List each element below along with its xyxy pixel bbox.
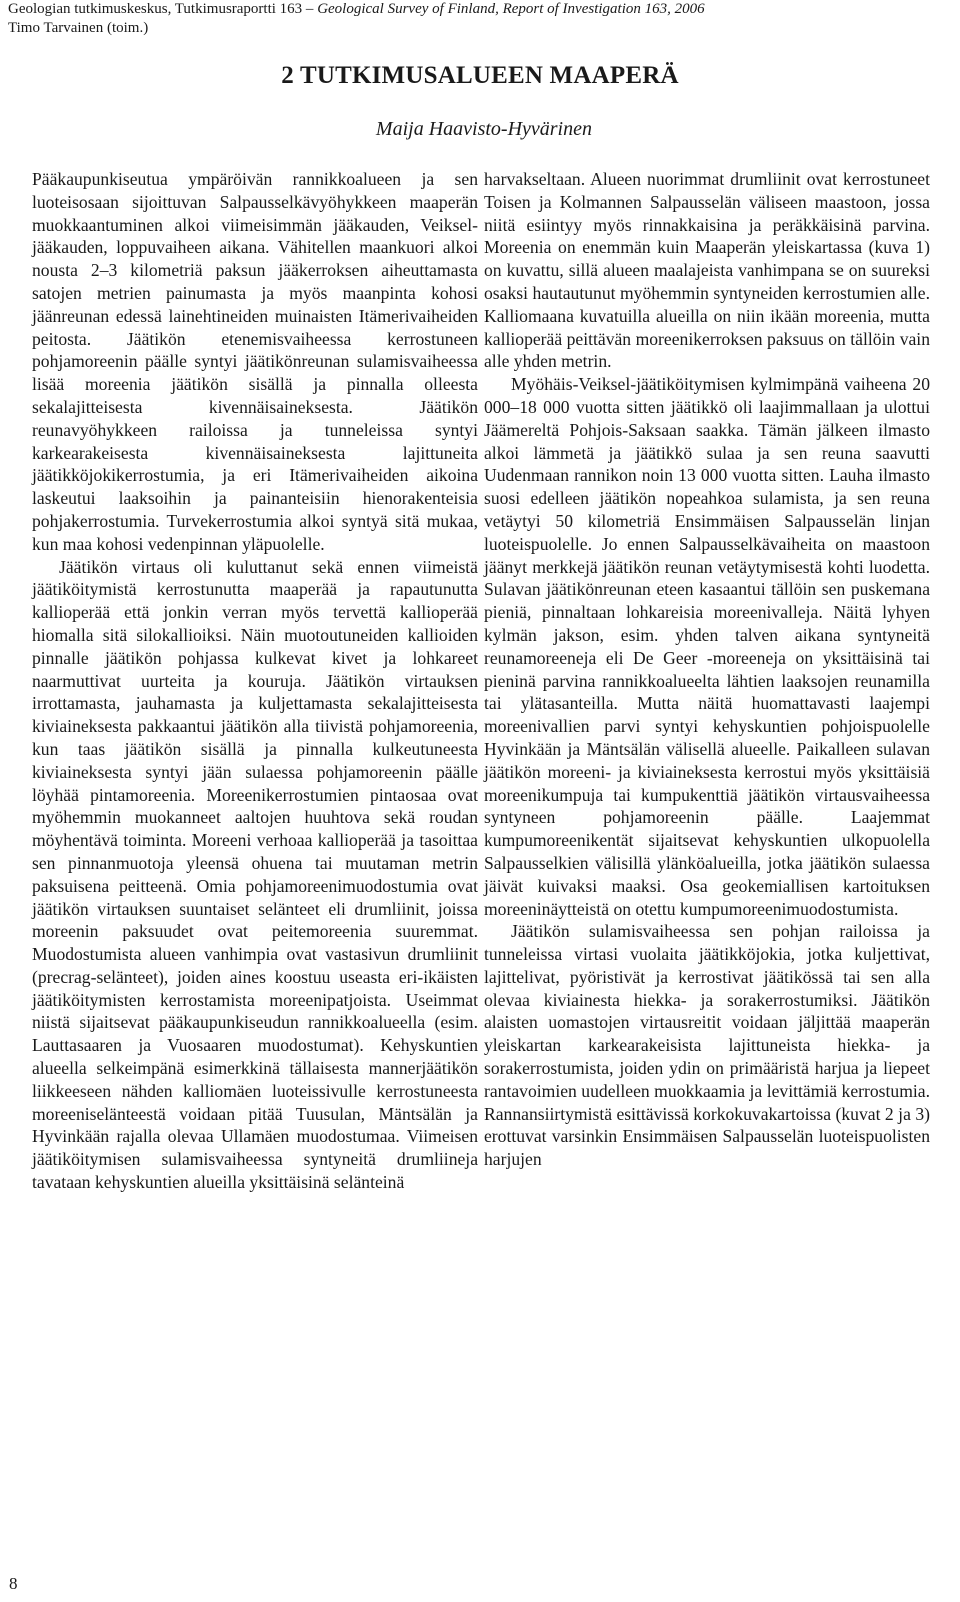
publisher-en: Geological Survey of Finland, Report of Investigation 163, 2006 [317,1,705,17]
publisher-fi: Geologian tutkimuskeskus, Tutkimusraportti 163 – [8,1,314,17]
right-paragraph-1: harvakseltaan. Alueen nuorimmat drumliinit ovat kerrostuneet Toisen ja Kolmannen Salpausselän väliseen maastoon, jossa niitä esiintyy myös rinnakkaisina ja peräkkäisinä parvina. Moreenia on enemmän kuin Maaperän yleiskartassa (kuva 1) on kuvattu, sillä alueen maalajeista vanhimpana se on suureksi osaksi hautautunut myöhemmin syntyneiden kerrostumien alle. Kalliomaana kuvatuilla alueilla on niin ikään moreenia, mutta kallioperää peittävän moreenikerroksen paksuus on tällöin vain alle yhden metrin. [484,169,930,372]
left-column [32,168,478,1194]
left-paragraph-1: Pääkaupunkiseutua ympäröivän rannikkoalueen ja sen luoteisosaan sijoittuvan Salpausselkävyöhykkeen maaperän muokkaantuminen alkoi viimeisimmän jääkauden, Veiksel-jääkauden, loppuvaiheen aikana. Vähitellen maankuori alkoi nousta 2–3 kilometriä paksun jääkerroksen aiheuttamasta satojen metrien painumasta ja myös maanpinta kohosi jäänreunan edessä lainehtineiden muinaisten Itämerivaiheiden peitosta. Jäätikön etenemisvaiheessa kerrostuneen pohjamoreenin päälle syntyi jäätikönreunan sulamisvaiheessa lisää moreenia jäätikön sisällä ja pinnalla olleesta sekalajitteisesta kivennäisaineksesta. Jäätikön reunavyöhykkeen railoissa ja tunneleissa syntyi karkearakeisesta kivennäisaineksesta lajittuneita jäätikköjokikerrostumia, ja eri Itämerivaiheiden aikoina laskeutui laaksoihin ja painanteisiin hienorakenteisia pohjakerrostumia. Turvekerrostumia alkoi syntyä sitä mukaa, kun maa kohosi vedenpinnan yläpuolelle. [32,169,478,554]
right-paragraph-2: Myöhäis-Veiksel-jäätiköitymisen kylmimpänä vaiheena 20 000–18 000 vuotta sitten jäätikkö oli laajimmallaan ja ulottui Jäämereltä Pohjois-Saksaan saakka. Tämän jälkeen ilmasto alkoi lämmetä ja jäätikkö sulaa ja sen reuna saavutti Uudenmaan rannikon noin 13 000 vuotta sitten. Lauha ilmasto suosi edelleen jäätikön nopeahkoa sulamista, ja sen reuna vetäytyi 50 kilometriä Ensimmäisen Salpausselän linjan luoteispuolelle. Jo ennen Salpausselkävaiheita on maastoon jäänyt merkkejä jäätikön reunan vetäytymisestä kohti luodetta. Sulavan jäätikönreunan eteen kasaantui tällöin sen puskemana pieniä, pinnaltaan lohkareisia moreenivalleja. Näitä lyhyen kylmän jakson, esim. yhden talven aikana syntyneitä reunamoreeneja eli De Geer -moreeneja on yksittäisinä tai pieninä parvina rannikkoalueelta lähtien laaksojen reunamilla tai ylätasanteilla. Mutta näitä huomattavasti laajempi moreenivallien parvi syntyi kehyskuntien pohjoispuolelle Hyvinkään ja Mäntsälän välisellä alueelle. Paikalleen sulavan jäätikön moreeni- ja kiviaineksesta kerrostui myös yksittäisiä moreenikumpuja tai kumpukenttiä jäätikön virtausvaiheessa syntyneen pohjamoreenin päälle. Laajemmat kumpumoreenikentät sijaitsevat kehyskuntien ulkopuolella Salpausselkien välisillä ylänköalueilla, jotka jäätikön sulaessa jäivät kuivaksi maaksi. Osa geokemiallisen kartoituksen moreeninäytteistä on otettu kumpumoreenimuodostumista. [484,374,930,919]
chapter-author: Maija Haavisto-Hyvärinen [375,118,592,140]
page-number: 8 [9,1574,18,1593]
left-paragraph-2: Jäätikön virtaus oli kuluttanut sekä ennen viimeistä jäätiköitymistä kerrostunutta maaperää ja rapautunutta kallioperää että jonkin verran myös tervettä kallioperää hiomalla sitä silokallioiksi. Näin muotoutuneiden kallioiden pinnalle jäätikön pohjassa kulkevat kivet ja lohkareet naarmuttivat uurteita ja kouruja. Jäätikön virtauksen irrottamasta, jauhamasta ja kuljettamasta sekalajitteisesta kiviaineksesta pakkaantui jäätikön alla tiivistä pohjamoreenia, kun taas jäätikön sisällä ja pinnalla kulkeutuneesta kiviaineksesta syntyi jään sulaessa pohjamoreenin päälle löyhää pintamoreenia. Moreenikerrostumien pintaosaa ovat myöhemmin muokanneet aaltojen huuhtova sekä roudan möyhentävä toiminta. Moreeni verhoaa kallioperää ja tasoittaa sen pinnanmuotoja yleensä ohuena tai muutaman metrin paksuisena peitteenä. Omia pohjamoreenimuodostumia ovat jäätikön virtauksen suuntaiset selänteet eli drumliinit, joissa moreenin paksuudet ovat peitemoreenia suuremmat. Muodostumista alueen vanhimpia ovat vastasivun drumliinit (precrag-selänteet), joiden aines koostuu useasta eri-ikäisten jäätiköitymisten kerrostamista moreenipatjoista. Useimmat niistä sijaitsevat pääkaupunkiseudun rannikkoalueella (esim. Lauttasaaren ja Vuosaaren muodostumat). Kehyskuntien alueella selkeimpänä esimerkkinä tällaisesta mannerjäätikön liikkeeseen nähden kalliomäen luoteissivulle kerrostuneesta moreeniselänteestä voidaan pitää Tuusulan, Mäntsälän ja Hyvinkään rajalla olevaa Ullamäen muodostumaa. Viimeisen jäätiköitymisen sulamisvaiheessa syntyneitä drumliineja tavataan kehyskuntien alueilla yksittäisinä selänteinä [32,556,478,1193]
running-head [8,0,908,38]
editor-line: Timo Tarvainen (toim.) [8,20,149,36]
chapter-title: 2 TUTKIMUSALUEEN MAAPERÄ [281,62,679,89]
right-column [484,168,930,1171]
running-head-line-1 [8,0,908,19]
right-paragraph-3: Jäätikön sulamisvaiheessa sen pohjan railoissa ja tunneleissa virtasi vuolaita jäätikköjokia, jotka kuljettivat, lajittelivat, pyöristivät ja kerrostivat jäätikössä tai sen alla olevaa kiviainesta hiekka- ja sorakerrostumiksi. Jäätikön alaisten uomastojen virtausreitit voidaan jäljittää maaperän yleiskartan karkearakeisista lajittuneista hiekka- ja sorakerrostumista, joiden ydin on primääristä harjua ja liepeet rantavoimien uudelleen muokkaamia ja levittämiä kerrostumia. Rannansiirtymistä esittävissä korkokuvakartoissa (kuvat 2 ja 3) erottuvat varsinkin Ensimmäisen Salpausselän luoteispuolisten harjujen [484,921,930,1170]
